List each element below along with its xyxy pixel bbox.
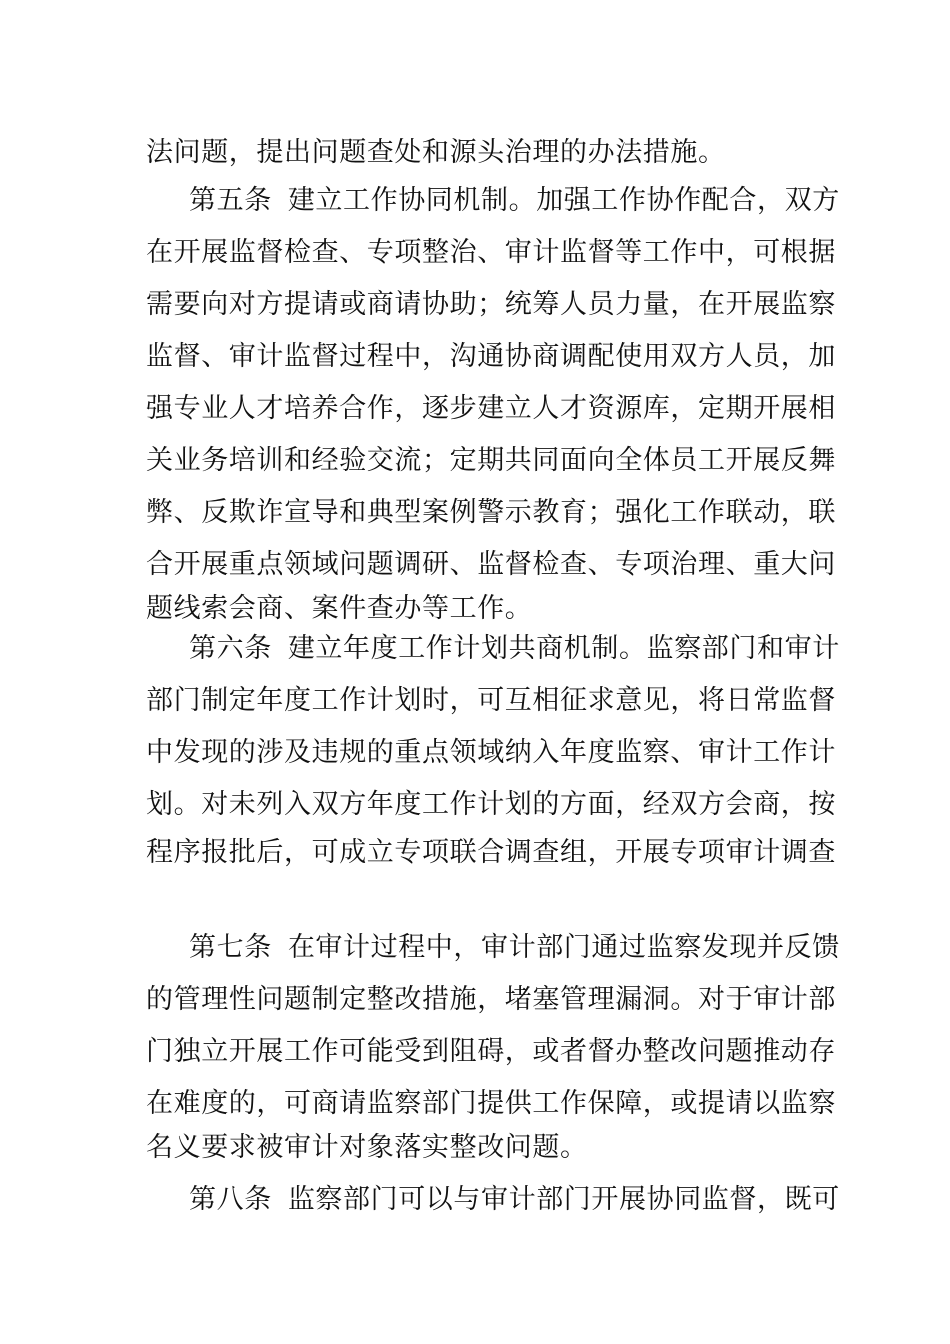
text-line: 在难度的，可商请监察部门提供工作保障，或提请以监察 — [146, 1088, 836, 1119]
article-5-first-line — [189, 184, 840, 218]
text-line: 中发现的涉及违规的重点领域纳入年度监察、审计工作计 — [146, 737, 836, 768]
article-text: 建立工作协同机制。加强工作协作配合，双方 — [287, 185, 840, 216]
text-line: 程序报批后，可成立专项联合调查组，开展专项审计调查 — [146, 837, 836, 868]
article-label: 第七条 — [189, 932, 272, 963]
article-text: 在审计过程中，审计部门通过监察发现并反馈 — [287, 932, 840, 963]
article-6-first-line — [189, 632, 840, 666]
text-line: 法问题，提出问题查处和源头治理的办法措施。 — [146, 137, 726, 168]
article-8-first-line — [189, 1183, 840, 1217]
text-line: 的管理性问题制定整改措施，堵塞管理漏洞。对于审计部 — [146, 984, 836, 1015]
article-label: 第八条 — [189, 1184, 272, 1215]
text-line: 弊、反欺诈宣导和典型案例警示教育；强化工作联动，联 — [146, 497, 836, 528]
text-line: 需要向对方提请或商请协助；统筹人员力量，在开展监察 — [146, 289, 836, 320]
article-7-first-line — [189, 931, 840, 965]
text-line: 监督、审计监督过程中，沟通协商调配使用双方人员，加 — [146, 341, 836, 372]
article-label: 第五条 — [189, 185, 272, 216]
article-label: 第六条 — [189, 633, 272, 664]
article-text: 监察部门可以与审计部门开展协同监督，既可 — [287, 1184, 840, 1215]
text-line: 强专业人才培养合作，逐步建立人才资源库，定期开展相 — [146, 393, 836, 424]
text-line: 关业务培训和经验交流；定期共同面向全体员工开展反舞 — [146, 445, 836, 476]
text-line: 划。对未列入双方年度工作计划的方面，经双方会商，按 — [146, 789, 836, 820]
text-line: 在开展监督检查、专项整治、审计监督等工作中，可根据 — [146, 237, 836, 268]
article-text: 建立年度工作计划共商机制。监察部门和审计 — [287, 633, 840, 664]
text-line: 门独立开展工作可能受到阻碍，或者督办整改问题推动存 — [146, 1036, 836, 1067]
text-line: 题线索会商、案件查办等工作。 — [146, 593, 533, 624]
text-line: 合开展重点领域问题调研、监督检查、专项治理、重大问 — [146, 549, 836, 580]
text-line: 名义要求被审计对象落实整改问题。 — [146, 1132, 588, 1163]
text-line: 部门制定年度工作计划时，可互相征求意见，将日常监督 — [146, 685, 836, 716]
